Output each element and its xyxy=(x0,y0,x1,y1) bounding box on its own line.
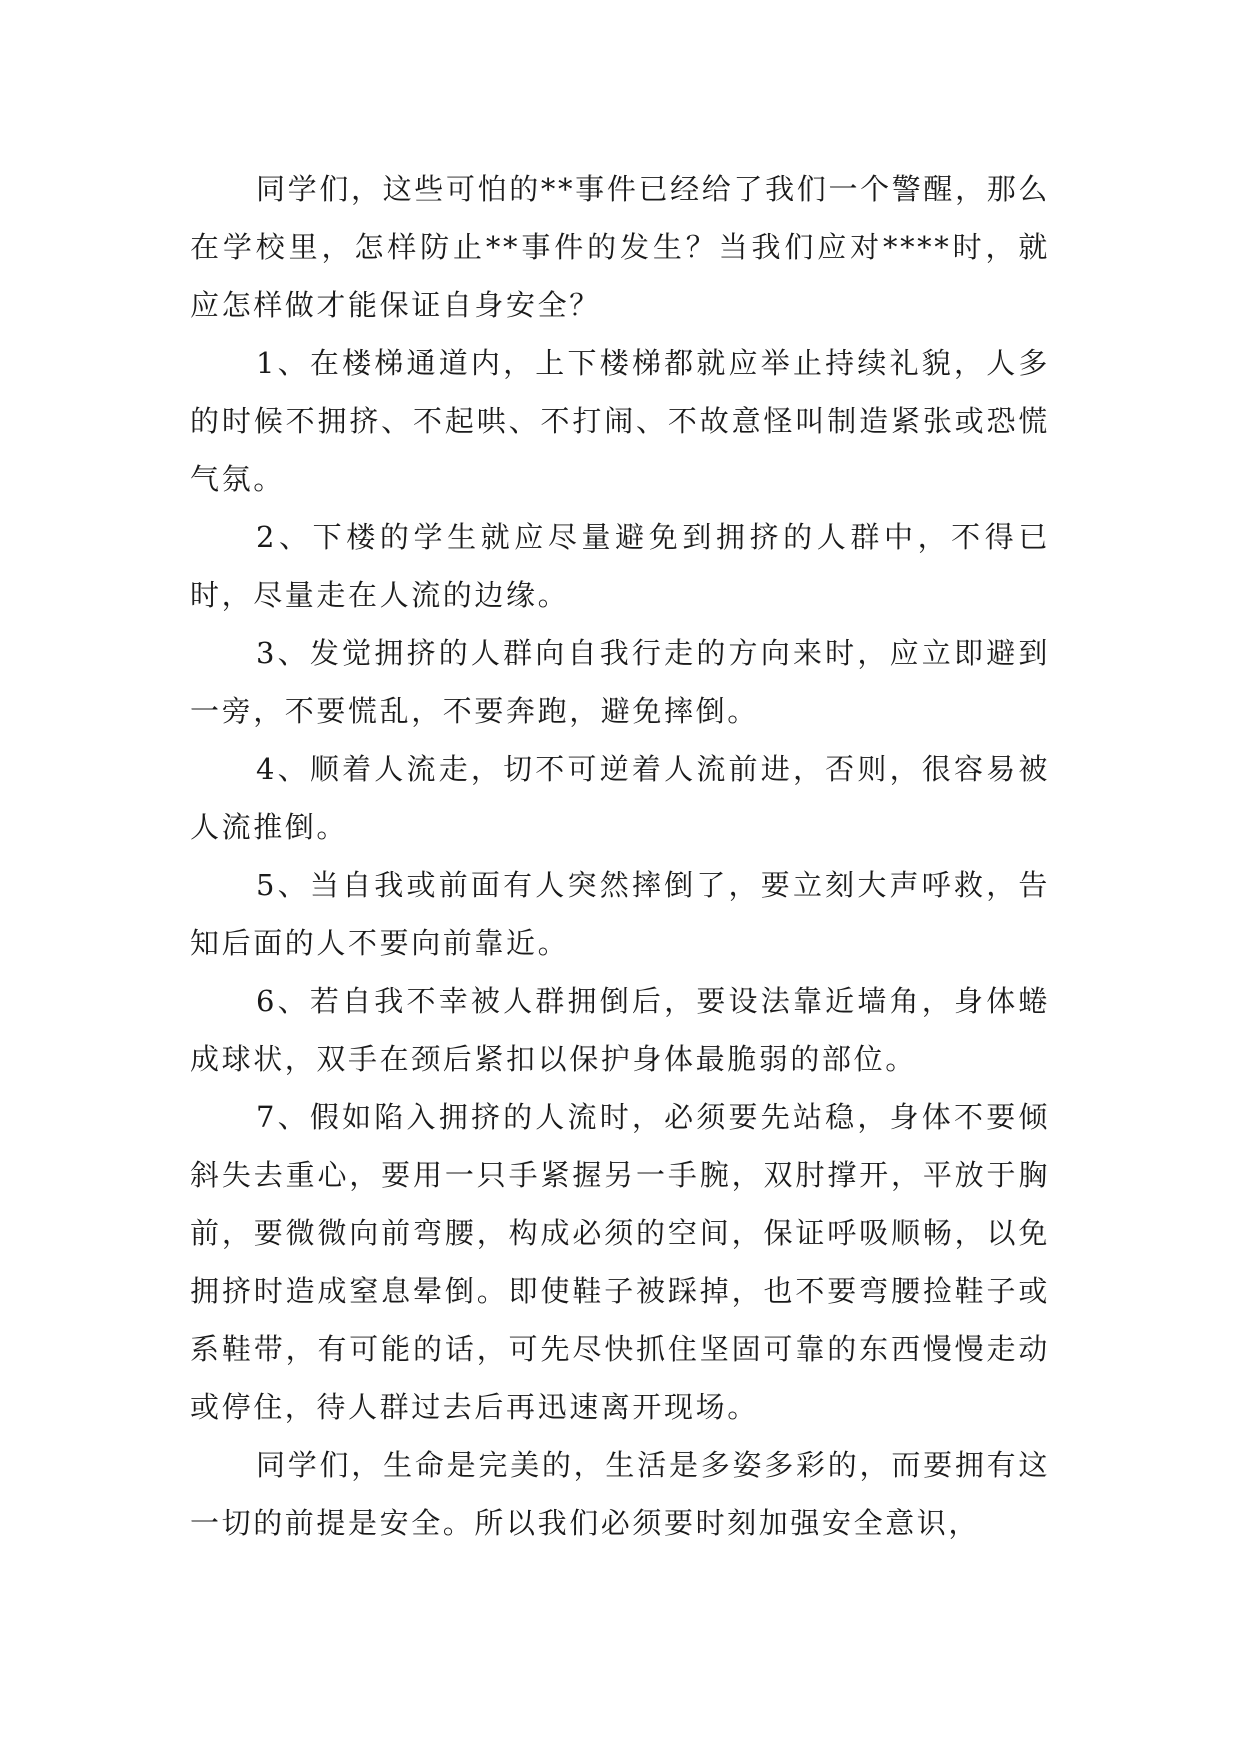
paragraph-intro: 同学们，这些可怕的**事件已经给了我们一个警醒，那么在学校里，怎样防止**事件的发生？当我们应对****时，就应怎样做才能保证自身安全？ xyxy=(190,172,1050,322)
document-body xyxy=(190,160,1050,1552)
paragraph-tip-4: 4、顺着人流走，切不可逆着人流前进，否则，很容易被人流推倒。 xyxy=(190,752,1050,844)
paragraph-closing: 同学们，生命是完美的，生活是多姿多彩的，而要拥有这一切的前提是安全。所以我们必须要时刻加强安全意识， xyxy=(190,1448,1050,1540)
paragraph-tip-5: 5、当自我或前面有人突然摔倒了，要立刻大声呼救，告知后面的人不要向前靠近。 xyxy=(190,868,1050,960)
paragraph-tip-3: 3、发觉拥挤的人群向自我行走的方向来时，应立即避到一旁，不要慌乱，不要奔跑，避免摔倒。 xyxy=(190,636,1050,728)
paragraph-tip-6: 6、若自我不幸被人群拥倒后，要设法靠近墙角，身体蜷成球状，双手在颈后紧扣以保护身体最脆弱的部位。 xyxy=(190,984,1050,1076)
paragraph-tip-1: 1、在楼梯通道内，上下楼梯都就应举止持续礼貌，人多的时候不拥挤、不起哄、不打闹、不故意怪叫制造紧张或恐慌气氛。 xyxy=(190,346,1050,496)
paragraph-tip-2: 2、下楼的学生就应尽量避免到拥挤的人群中，不得已时，尽量走在人流的边缘。 xyxy=(190,520,1050,612)
paragraph-tip-7: 7、假如陷入拥挤的人流时，必须要先站稳，身体不要倾斜失去重心，要用一只手紧握另一手腕，双肘撑开，平放于胸前，要微微向前弯腰，构成必须的空间，保证呼吸顺畅，以免拥挤时造成窒息晕倒。即使鞋子被踩掉，也不要弯腰捡鞋子或系鞋带，有可能的话，可先尽快抓住坚固可靠的东西慢慢走动或停住，待人群过去后再迅速离开现场。 xyxy=(190,1100,1050,1424)
